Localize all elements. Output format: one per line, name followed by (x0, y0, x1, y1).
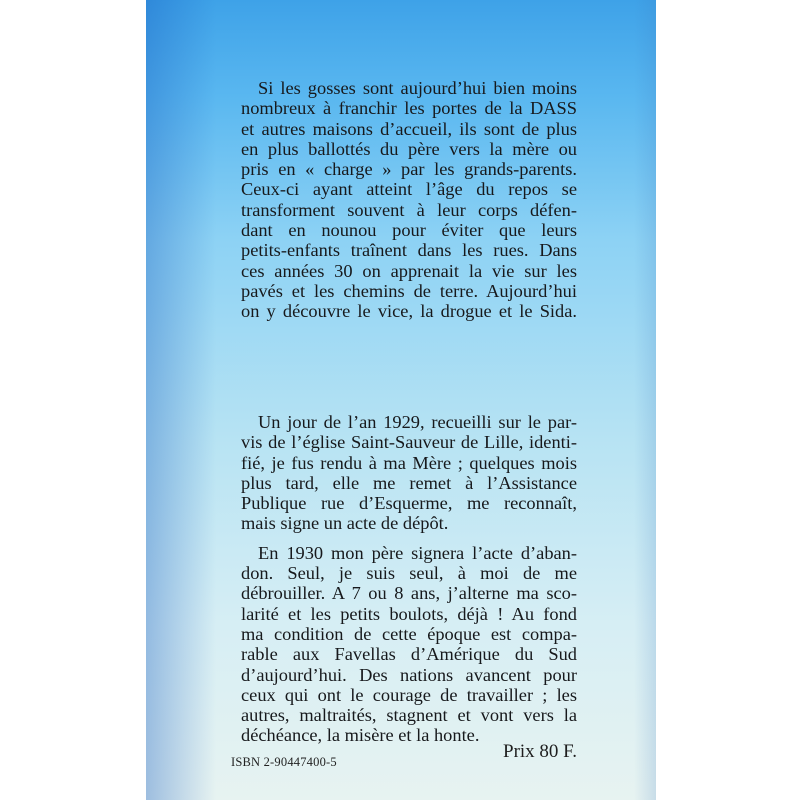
text-line: vis de l’église Saint-Sauveur de Lille, identi- (241, 432, 577, 453)
price-label: Prix 80 F. (503, 741, 577, 762)
text-line: ces années 30 on apprenait la vie sur les (241, 260, 577, 281)
text-line: larité et les petits boulots, déjà ! Au fond (241, 603, 577, 624)
text-line: débrouiller. A 7 ou 8 ans, j’alterne ma sco- (241, 583, 577, 604)
text-line: Un jour de l’an 1929, recueilli sur le par- (258, 412, 577, 432)
text-line: en plus ballottés du père vers la mère ou (241, 138, 577, 159)
text-line: d’aujourd’hui. Des nations avancent pour (241, 664, 577, 685)
text-line: ceux qui ont le courage de travailler ; les (241, 684, 577, 705)
text-line: autres, maltraités, stagnent et vont vers la (241, 705, 577, 726)
text-line: pris en « charge » par les grands-parents. (241, 159, 577, 180)
text-line: ma condition de cette époque est compa- (241, 623, 577, 644)
text-line: pavés et les chemins de terre. Aujourd’hui (241, 280, 577, 301)
text-line: nombreux à franchir les portes de la DASS (241, 98, 577, 119)
text-line: petits-enfants traînent dans les rues. Dans (241, 240, 577, 261)
blurb-paragraphs-2-3 (241, 412, 577, 746)
text-line: Si les gosses sont aujourd’hui bien moins (258, 78, 577, 98)
isbn-number: ISBN 2-90447400-5 (231, 755, 337, 769)
text-line: mais signe un acte de dépôt. (241, 513, 449, 534)
text-line: Ceux-ci ayant atteint l’âge du repos se (241, 179, 577, 200)
text-line: fié, je fus rendu à ma Mère ; quelques mois (241, 452, 577, 473)
text-line: rable aux Favellas d’Amérique du Sud (241, 644, 577, 665)
text-line: déchéance, la misère et la honte. (241, 725, 480, 746)
text-line: on y découvre le vice, la drogue et le Sida. (241, 301, 577, 322)
text-line: plus tard, elle me remet à l’Assistance (241, 472, 577, 493)
text-line: transforment souvent à leur corps défen- (241, 199, 577, 220)
text-line: don. Seul, je suis seul, à moi de me (241, 563, 577, 584)
text-line: dant en nounou pour éviter que leurs (241, 220, 577, 241)
blurb-paragraph-1 (241, 78, 577, 322)
text-line: Publique rue d’Esquerme, me reconnaît, (241, 493, 577, 514)
paragraph-gap (241, 534, 577, 543)
text-line: En 1930 mon père signera l’acte d’aban- (258, 542, 577, 563)
text-line: et autres maisons d’accueil, ils sont de plus (241, 118, 577, 139)
book-back-cover (146, 0, 656, 800)
